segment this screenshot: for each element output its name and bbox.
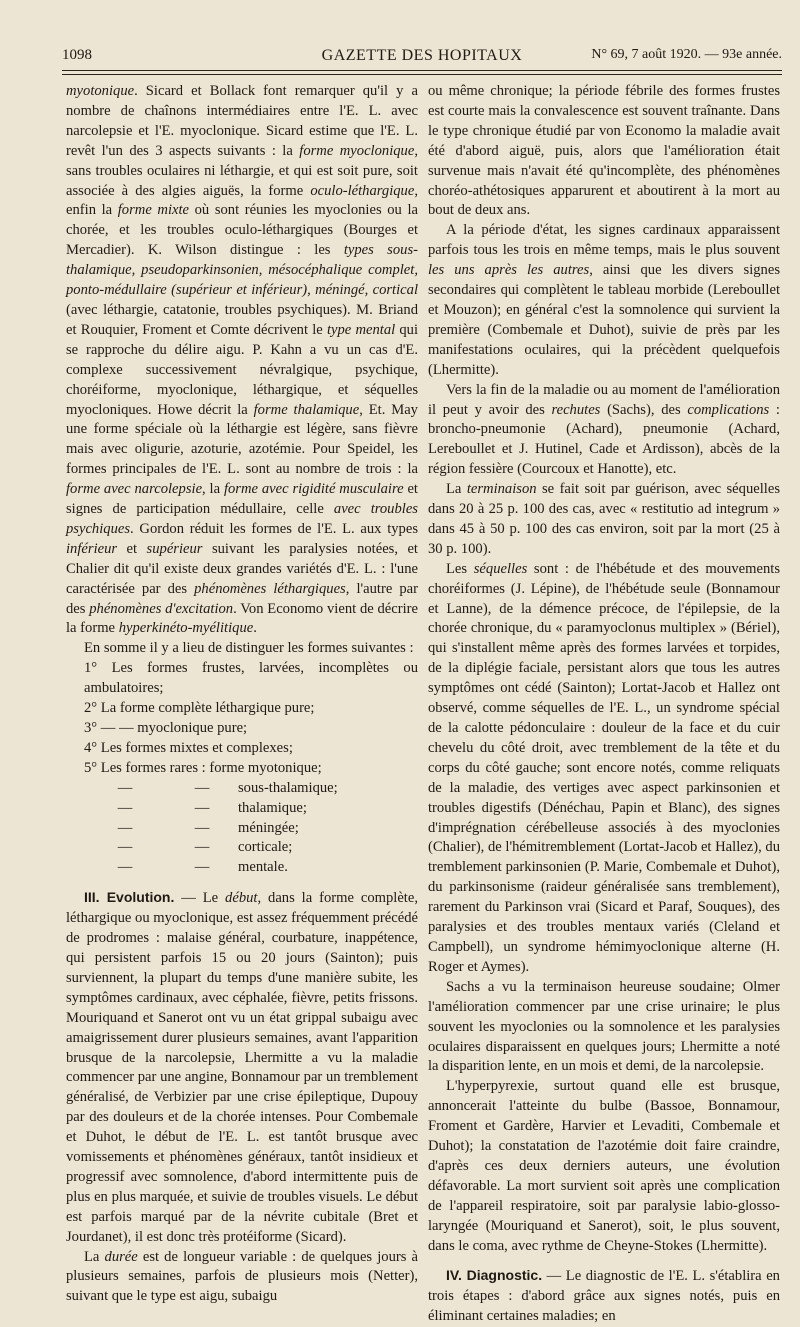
sublist-label: mentale.: [238, 859, 288, 876]
paragraph: ou même chronique; la période fébrile des formes frustes est courte mais la convalescence est souvent traînante. Dans le type chronique étudié par von Economo la maladie avait été d'abord aiguë, puis, alors que l'amélioration était survenue mais n'avait été qu'incomplète, des phénomènes choréo-athétosiques apparurent et aboutirent à la mort au bout de deux ans.: [428, 83, 780, 219]
ditto-mark: —: [117, 799, 133, 816]
paragraph: A la période d'état, les signes cardinaux apparaissent parfois tous les trois en même temps, mais le plus souvent les uns après les autres, ainsi que les divers signes secondaires qui complètent le tableau morbide (Lereboullet et Mouzon); en général c'est la somnolence qui survient la première (Combemale et Duhot), suivie de près par les manifestations oculaires, qui la précèdent quelquefois (Lhermitte).: [428, 222, 780, 378]
paragraph: Vers la fin de la maladie ou au moment de l'amélioration il peut y avoir des rechutes (Sachs), des complications : broncho-pneumonie (Achard), pneumonie (Achard, Lereboullet et J. Hutinel, Cade et Ardisson), abcès de la région fessière (Courcoux et Hanotte), etc.: [428, 381, 780, 478]
italic-term: les uns après les autres: [428, 262, 590, 279]
paragraph: En somme il y a lieu de distinguer les formes suivantes :: [84, 640, 414, 657]
list-item: 1° Les formes frustes, larvées, incomplètes ou ambulatoires;: [84, 660, 418, 697]
italic-term: supérieur: [146, 540, 203, 557]
journal-title: GAZETTE DES HOPITAUX: [321, 47, 523, 64]
paragraph: La durée est de longueur variable : de quelques jours à plusieurs semaines, parfois de plusieurs mois (Netter), suivant que le type est aigu, subaigu: [66, 1248, 418, 1305]
italic-term: phénomènes d'excitation: [89, 600, 234, 617]
sublist-item: [66, 819, 418, 839]
italic-term: rechutes: [551, 401, 601, 418]
italic-term: complications: [687, 401, 770, 418]
ditto-mark: —: [117, 779, 133, 796]
ditto-mark: —: [117, 819, 133, 836]
sublist-label: sous-thalamique;: [238, 779, 338, 796]
section-heading-diagnostic: IV. Diagnostic.: [446, 1267, 543, 1284]
italic-term: début: [225, 890, 258, 907]
paragraph: myotonique. Sicard et Bollack font remarquer qu'il y a nombre de chaînons intermédiaires entre l'E. L. avec narcolepsie et l'E. myoclonique. Sicard estime que l'E. L. revêt l'un des 3 aspects suivants : la forme myoclonique, sans troubles oculaires ni léthargie, et qui est soit pure, soit associée à des algies aiguës, la forme oculo-léthargique, enfin la forme mixte où sont réunies les myoclonies ou la chorée, et les troubles oculo-léthargiques (Bourges et Mercadier). K. Wilson distingue : les types sous-thalamique, pseudoparkinsonien, mésocéphalique complet, ponto-médullaire (supérieur et inférieur), méningé, cortical (avec léthargie, catatonie, troubles psychiques). M. Briand et Rouquier, Froment et Comte décrivent le type mental qui se rapproche du délire aigu. P. Kahn a vu un cas d'E. complexe successivement névralgique, psychique, choréiforme, myoclonique, léthargique, et séquelles myocloniques. Howe décrit la forme thalamique, Et. May une forme spéciale où la léthargie est légère, sans fièvre mais avec oligurie, azoturie, azotémie. Pour Speidel, les formes principales de l'E. L. sont au nombre de trois : la forme avec narcolepsie, la forme avec rigidité musculaire et signes de participation médullaire, celle avec troubles psychiques. Gordon réduit les formes de l'E. L. aux types inférieur et supérieur suivant les paralysies notées, et Chalier dit qu'il existe deux grandes variétés d'E. L. : l'une caractérisée par des phénomènes léthargiques, l'autre par des phénomènes d'excitation. Von Economo vient de décrire la forme hyperkinéto-myélitique.: [66, 83, 419, 637]
ditto-mark: —: [194, 859, 210, 876]
list-item: 3° — — myoclonique pure;: [84, 720, 248, 736]
paragraph: [66, 888, 418, 1247]
italic-term: forme avec rigidité musculaire: [223, 481, 404, 498]
sublist-label: thalamique;: [238, 799, 307, 816]
sublist-item: [66, 799, 418, 819]
section-heading-evolution: III. Evolution.: [84, 889, 175, 906]
italic-term: phénomènes léthargiques: [194, 580, 346, 597]
page-header: [62, 45, 782, 69]
ditto-mark: —: [117, 859, 133, 876]
ditto-mark: —: [194, 799, 210, 816]
italic-term: oculo-léthargique: [310, 182, 415, 199]
italic-term: durée: [104, 1248, 138, 1265]
ditto-mark: —: [194, 839, 210, 856]
section-text: — Le début, dans la forme complète, léthargique ou myoclonique, est assez fréquemment précédé de prodromes : malaise général, courbature, inappétence, qui persistent parfois 15 ou 20 jours (Sainton); puis surviennent, la plupart du temps d'une manière subite, les symptômes cardinaux, avec céphalée, fièvre, petits frissons. Mouriquand et Sanerot ont vu un état grippal subaigu avec amaigrissement durer plusieurs semaines, avant l'apparition brusque de la narcolepsie, Lhermitte a vu la maladie commencer par une angine, Bonnamour par un tremblement généralisé, de Verbizier par une crise épileptique, Dupouy par des douleurs et de la chorée intenses. Pour Combemale et Duhot, le début de l'E. L. est tantôt brusque avec vomissements et phénomènes généraux, tantôt insidieux et progressif avec somnolence, d'abord intermittente puis de plus en plus marquée, et suivie de troubles visuels. Le début est parfois marqué par de la névrite cubitale (Bret et Jourdanet), il est donc très protéiforme (Sicard).: [66, 890, 418, 1245]
section-text: — Le diagnostic de l'E. L. s'établira en trois étapes : d'abord grâce aux signes notés, puis en éliminant certaines maladies; en: [428, 1268, 780, 1325]
italic-term: myotonique: [66, 83, 135, 99]
list-item: 2° La forme complète léthargique pure;: [84, 700, 315, 717]
italic-term: forme myoclonique: [299, 142, 415, 159]
paragraph: Sachs a vu la terminaison heureuse soudaine; Olmer l'amélioration commencer par une crise urinaire; le plus souvent les myoclonies ou la somnolence et les paralysies oculaires disparaissent en quelques jours; Lhermitte a noté la disparition lente, en un mois et demi, de la narcolepsie.: [428, 978, 780, 1075]
italic-term: séquelles: [473, 560, 528, 577]
paragraph: L'hyperpyrexie, surtout quand elle est brusque, annoncerait l'atteinte du bulbe (Bassoe, Bonnamour, Froment et Gardère, Harvier et Levaditi, Combemale et Duhot); la constatation de l'azotémie doit faire craindre, d'après ces deux derniers auteurs, une évolution défavorable. La mort survient soit après une complication de l'appareil respiratoire, soit par paralysie labio-glosso-laryngée (Mouriquand et Sanerot), soit, le plus souvent, dans le coma, avec rythme de Cheyne-Stokes (Lhermitte).: [428, 1078, 780, 1254]
header-rule-top: [62, 70, 782, 71]
list-item: 5° Les formes rares : forme myotonique;: [84, 759, 322, 776]
italic-term: forme thalamique: [253, 401, 360, 418]
ditto-mark: —: [117, 839, 133, 856]
italic-term: hyperkinéto-myélitique: [118, 620, 254, 637]
ditto-mark: —: [194, 819, 210, 836]
italic-term: type mental: [326, 321, 396, 338]
paragraph: [428, 1266, 780, 1327]
italic-term: forme mixte: [117, 202, 190, 219]
list-item: 4° Les formes mixtes et complexes;: [84, 739, 293, 756]
sublist-label: corticale;: [238, 839, 293, 856]
italic-term: terminaison: [466, 481, 537, 498]
left-column: [66, 82, 419, 1305]
paragraph: Les séquelles sont : de l'hébétude et des mouvements choréiformes (J. Lépine), de l'hébétude seule (Bonnamour et Lanne), de la démence précoce, de l'épilepsie, de la chorée chronique, du « paramyoclonus multiplex » (Bériel), qui s'installent même après des formes larvées et torpides, de la diplégie faciale, persistant alors que tous les autres symptômes ont cédé (Sainton); Lortat-Jacob et Hallez ont observé, comme séquelles de l'E. L., un syndrome spécial de la calotte pédonculaire : douleur de la face et du cuir chevelu du côté droit, avec tremblement de la tête et du corps du côté gauche; sont encore notés, comme reliquats de la maladie, des vertiges avec aspect parkinsonien et troubles digestifs (Dénéchau, Papin et Blanc), des signes d'imprégnation cérébelleuse associés à des myoclonies (Chalier), de l'hémitremblement (Lortat-Jacob et Hallez), du tremblement parkinsonien (P. Marie, Combemale et Duhot), du parkinsonisme (raideur généralisée sans tremblement), rarement du Parkinson vrai (Sicard et Paraf, Souques), des paralysies et des troubles mentaux variés (Cleland et Campbell), un syndrome hémimyoclonique alterne (H. Roger et Aymes).: [428, 560, 780, 975]
issue-info: N° 69, 7 août 1920. — 93e année.: [591, 47, 782, 62]
header-rule-bottom: [62, 74, 782, 75]
sublist-label: méningée;: [238, 819, 299, 836]
italic-term: avec troubles psychiques: [66, 501, 418, 537]
page-number: 1098: [62, 47, 92, 63]
paragraph: La terminaison se fait soit par guérison, avec séquelles dans 20 à 25 p. 100 des cas, avec « restitutio ad integrum » dans 45 à 50 p. 100 des cas environ, soit par la mort (25 à 30 p. 100).: [428, 481, 780, 557]
italic-term: types sous-thalamique, pseudoparkinsonien, mésocéphalique complet, ponto-médullaire (supérieur et inférieur), méningé, cortical: [66, 242, 418, 299]
sublist-item: [66, 838, 418, 858]
ditto-mark: —: [194, 779, 210, 796]
italic-term: inférieur: [66, 540, 118, 557]
sublist-item: [66, 779, 418, 799]
italic-term: forme avec narcolepsie: [66, 481, 203, 498]
sublist-item: [66, 858, 418, 878]
right-column: [428, 82, 780, 1325]
